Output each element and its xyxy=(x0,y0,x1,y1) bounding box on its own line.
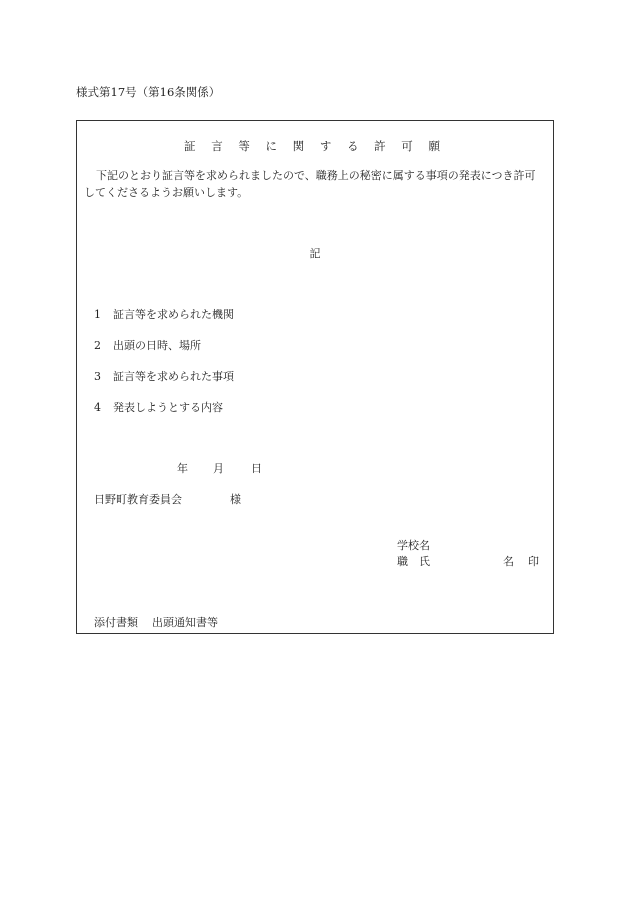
item-number: 4 xyxy=(94,401,101,414)
form-number: 様式第17号（第16条関係） xyxy=(76,85,221,99)
attachment-line xyxy=(94,614,218,630)
date-year-label: 年 xyxy=(177,462,188,475)
item-number: 2 xyxy=(94,339,101,352)
item-label: 出頭の日時、場所 xyxy=(113,339,201,352)
attachment-label: 添付書類 xyxy=(94,616,138,629)
list-item xyxy=(94,399,223,415)
date-line xyxy=(177,460,262,476)
item-label: 証言等を求められた事項 xyxy=(113,370,234,383)
name-label: 名 xyxy=(503,555,514,568)
item-number: 1 xyxy=(94,308,101,321)
attachment-value: 出頭通知書等 xyxy=(152,616,218,629)
intro-paragraph: 下記のとおり証言等を求められましたので、職務上の秘密に属する事項の発表につき許可してくださるようお願いします。 xyxy=(84,169,536,199)
item-label: 発表しようとする内容 xyxy=(113,401,223,414)
form-title: 証 言 等 に 関 す る 許 可 願 xyxy=(184,139,446,153)
list-item xyxy=(94,337,201,353)
school-name-label: 学校名 xyxy=(397,539,430,552)
ki-heading: 記 xyxy=(309,247,321,260)
list-item xyxy=(94,368,234,384)
date-day-label: 日 xyxy=(251,462,262,475)
addressee xyxy=(94,491,241,507)
item-label: 証言等を求められた機関 xyxy=(113,308,234,321)
application-form-frame xyxy=(76,120,554,634)
addressee-honorific: 様 xyxy=(230,493,241,506)
addressee-name: 日野町教育委員会 xyxy=(94,493,182,506)
date-month-label: 月 xyxy=(213,462,224,475)
list-item xyxy=(94,306,234,322)
item-number: 3 xyxy=(94,370,101,383)
seal-label: 印 xyxy=(528,555,539,568)
position-name-label: 職 氏 xyxy=(397,555,430,568)
